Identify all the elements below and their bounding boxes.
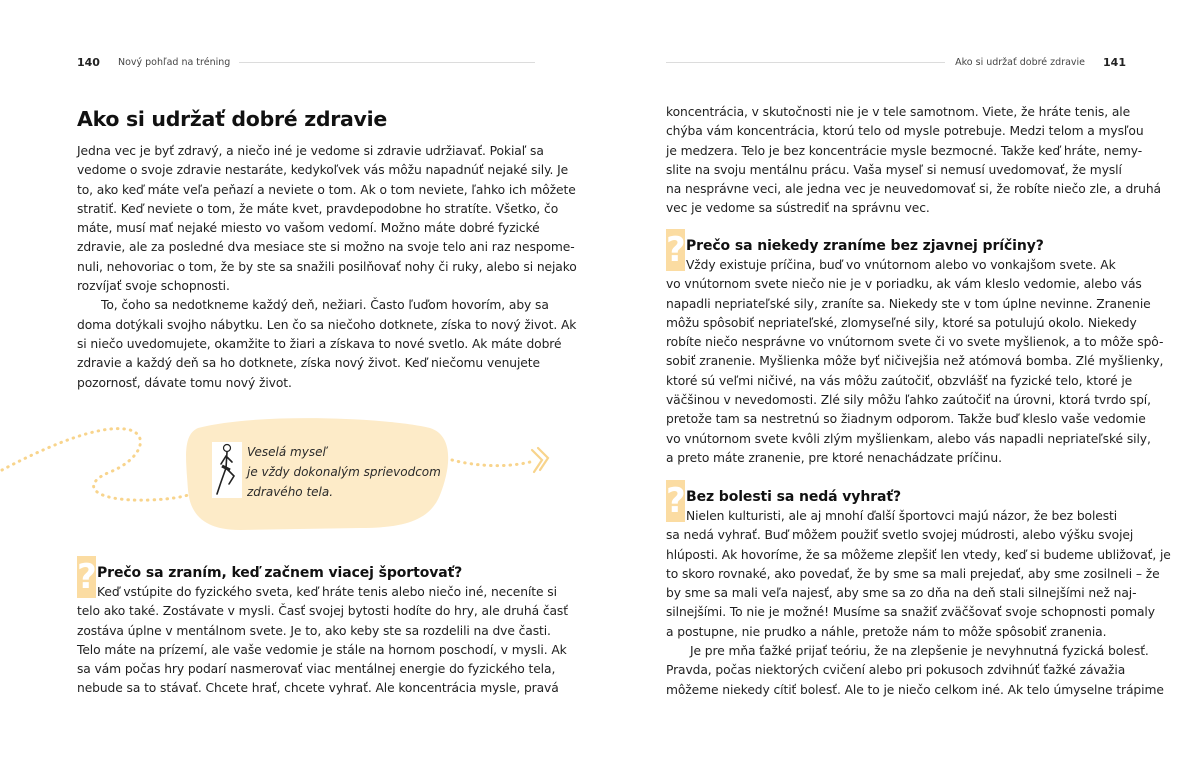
question-mark-icon: ? <box>666 481 686 521</box>
text-line: slite na svoju mentálnu prácu. Vaša myseľ si nemusí uvedomovať, že myslí <box>666 162 1122 177</box>
question-section-2 <box>666 481 1171 700</box>
chapter-title: Ako si udržať dobré zdravie <box>77 107 387 131</box>
dotted-path-right <box>452 460 530 466</box>
text-line: máte, musí mať nejaké miesto vo vašom vedomí. Možno máte dobré fyzické <box>77 221 540 236</box>
quote-line: Veselá myseľ <box>247 445 326 459</box>
question-mark-icon: ? <box>77 557 97 597</box>
text-line: ktoré sú veľmi ničivé, na vás môžu zaútočiť, obzvlášť na fyzické telo, ktoré je <box>666 373 1133 388</box>
text-line: nuli, nehovoriac o tom, že by ste sa snažili posilňovať nohy či ruky, alebo si nejako <box>77 259 577 274</box>
text-line: stratiť. Keď neviete o tom, že máte kvet, pravdepodobne ho stratíte. Všetko, čo <box>77 201 559 216</box>
text-line: pretože tam sa nestretnú so žiadnym odporom. Takže buď kleslo vaše vedomie <box>666 412 1146 427</box>
text-line: Telo máte na prízemí, ale vaše vedomie je stále na hornom poschodí, v mysli. Ak <box>77 642 567 657</box>
text-line: a postupne, nie prudko a náhle, pretože nám to môže spôsobiť zranenia. <box>666 624 1107 639</box>
text-line: robíte niečo nesprávne vo vnútornom svete či vo svete myšlienok, a to môže spô- <box>666 335 1164 350</box>
dotted-path-left <box>2 429 192 501</box>
text-line: to, ako keď máte veľa peňazí a neviete o tom. Ak o tom neviete, ľahko ich môžete <box>77 182 576 197</box>
text-line: a preto máte zranenie, pre ktoré nenachádzate príčinu. <box>666 450 1002 465</box>
running-title: Ako si udržať dobré zdravie <box>955 56 1086 68</box>
text-line: Pravda, počas niektorých cvičení alebo pri pokusoch zdvihnúť ťažké závažia <box>666 663 1126 678</box>
running-head-right <box>666 54 1126 70</box>
text-line: vec je vedome sa sústrediť na správnu vec. <box>666 201 930 216</box>
text-line: koncentrácia, v skutočnosti nie je v tele samotnom. Viete, že hráte tenis, ale <box>666 105 1131 119</box>
quote-text <box>247 442 441 502</box>
text-line: si niečo uvedomujete, okamžite to žiari a získava to nové svetlo. Ak máte dobré <box>77 336 562 351</box>
running-head-left <box>77 54 535 70</box>
text-line: môžu spôsobiť nepriateľské, zlomyseľné sily, ktoré sa potulujú okolo. Niekedy <box>666 315 1137 330</box>
page-number: 140 <box>77 55 100 69</box>
text-line: telo ako také. Zostávate v mysli. Časť svojej bytosti hodíte do hry, ale druhá časť <box>77 604 568 619</box>
intro-paragraph <box>77 142 577 393</box>
text-line: to skoro rovnaké, ako povedať, že by sme sa mali prejedať, aby sme zosilneli – že <box>666 566 1160 581</box>
quote-line: zdravého tela. <box>247 485 334 499</box>
text-line: vo vnútornom svete kvôli zlým myšlienkam, alebo vás napadli nepriateľské sily, <box>666 431 1151 446</box>
text-line: Vždy existuje príčina, buď vo vnútornom alebo vo vonkajšom svete. Ak <box>686 258 1116 272</box>
text-line: by sme sa mali veľa najesť, aby sme sa zo dňa na deň stali silnejšími než naj- <box>666 586 1137 601</box>
text-line: môžeme niekedy cítiť bolesť. Ale to je niečo celkom iné. Ak telo úmyselne trápime <box>666 682 1164 697</box>
quote-callout <box>0 410 600 540</box>
continued-paragraph <box>666 103 1161 219</box>
text-line: silnejšími. To nie je možné! Musíme sa snažiť zväčšovať svoje schopnosti pomaly <box>666 605 1155 620</box>
text-line: Nielen kulturisti, ale aj mnohí ďalší športovci majú názor, že bez bolesti <box>686 509 1118 523</box>
text-line: sobiť zranenie. Myšlienka môže byť ničivejšia než atómová bomba. Zlé myšlienky, <box>666 354 1164 369</box>
header-rule <box>666 62 945 63</box>
arrow-chevrons-icon <box>532 448 548 472</box>
text-line: chýba vám koncentrácia, ktorú telo od mysle potrebuje. Medzi telom a mysľou <box>666 124 1144 139</box>
right-page <box>600 0 1200 782</box>
text-line: To, čoho sa nedotkneme každý deň, nežiari. Často ľuďom hovorím, aby sa <box>101 298 549 313</box>
question-title: Bez bolesti sa nedá vyhrať? <box>686 489 901 505</box>
running-figure-illustration <box>212 442 242 498</box>
text-line: rozvíjať svoje schopnosti. <box>77 279 230 294</box>
question-section <box>77 557 568 699</box>
text-line: je medzera. Telo je bez koncentrácie mysle bezmocné. Takže keď hráte, nemy- <box>666 143 1143 158</box>
text-line: Je pre mňa ťažké prijať teóriu, že na zlepšenie je nevyhnutná fyzická bolesť. <box>690 644 1149 659</box>
question-title: Prečo sa zraním, keď začnem viacej športovať? <box>97 565 463 581</box>
text-line: sa nedá vyhrať. Buď môžem použiť svetlo svojej múdrosti, alebo výšku svojej <box>666 528 1134 543</box>
running-title: Nový pohľad na tréning <box>117 56 231 68</box>
text-line: napadli nepriateľské sily, zraníte sa. Niekedy ste v tom úplne nevinne. Zranenie <box>666 296 1151 311</box>
text-line: zdravie, ale za posledné dva mesiace ste si možno na svoje telo ani raz nespome- <box>77 240 575 255</box>
text-line: nebude sa to stávať. Chcete hrať, chcete vyhrať. Ale koncentrácia mysle, pravá <box>77 681 559 696</box>
text-line: Keď vstúpite do fyzického sveta, keď hráte tenis alebo niečo iné, neceníte si <box>97 585 557 599</box>
text-line: vedome o svoje zdravie nestaráte, kedykoľvek vás môžu napadnúť nejaké sily. Je <box>77 163 569 178</box>
text-line: väčšinou v nevedomosti. Zlé sily môžu ľahko zaútočiť na úrovni, ktorá tvrdo spí, <box>666 393 1151 408</box>
question-section-1 <box>666 230 1164 468</box>
page-number: 141 <box>1103 55 1126 69</box>
text-line: pozornosť, dávate tomu nový život. <box>77 375 292 390</box>
text-line: hlúposti. Ak hovoríme, že sa môžeme zlepšiť len vtedy, keď si budeme ubližovať, je <box>666 547 1171 562</box>
text-line: zdravie a každý deň sa ho dotknete, získa nový život. Keď niečomu venujete <box>77 356 540 371</box>
text-line: doma dotýkali svojho nábytku. Len čo sa niečoho dotknete, získa to nový život. Ak <box>77 317 577 332</box>
question-title: Prečo sa niekedy zraníme bez zjavnej príčiny? <box>686 238 1044 254</box>
header-rule <box>239 62 535 63</box>
text-line: sa vám počas hry podarí nasmerovať viac mentálnej energie do fyzického tela, <box>77 662 556 677</box>
quote-line: je vždy dokonalým sprievodcom <box>247 465 441 479</box>
text-line: Jedna vec je byť zdravý, a niečo iné je vedome si zdravie udržiavať. Pokiaľ sa <box>77 144 544 158</box>
question-mark-icon: ? <box>666 230 686 270</box>
text-line: na nesprávne veci, ale jedna vec je neuvedomovať si, že robíte niečo zle, a druhá <box>666 182 1161 197</box>
text-line: vo vnútornom svete niečo nie je v poriadku, ak vám kleslo vedomie, alebo vás <box>666 277 1142 292</box>
text-line: zostáva úplne v mentálnom svete. Je to, ako keby ste sa rozdelili na dve časti. <box>77 623 551 638</box>
